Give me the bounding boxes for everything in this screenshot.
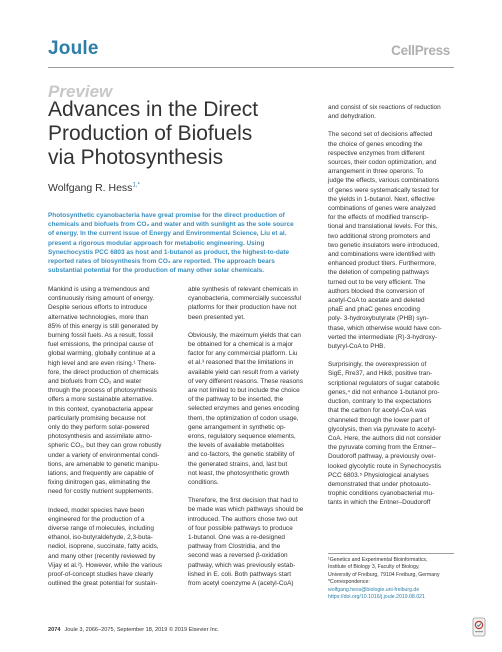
text-line: offers a more sustainable alternative. [48, 396, 154, 404]
text-line: second was a reversed β-oxidation [188, 552, 288, 560]
text-line: proof-of-concept studies have clearly [48, 571, 154, 579]
text-line: outlined the great potential for sustain- [48, 580, 158, 588]
paragraph [328, 130, 458, 351]
abstract [48, 211, 318, 275]
text-line: particularly promising because not [48, 414, 146, 422]
text-line: verted the intermediate (R)-3-hydroxy- [328, 333, 438, 341]
text-line: spheric CO₂, but they can grow robustly [48, 442, 162, 450]
text-line: genes,⁴ did not enhance 1-butanol pro- [328, 388, 440, 396]
article-title [48, 98, 318, 170]
check-for-updates-icon[interactable] [472, 617, 486, 637]
text-line: diverse range of molecules, including [48, 525, 154, 533]
text-line: sources, their codon optimization, and [328, 159, 437, 167]
text-line: be obtained for a chemical is a major [188, 341, 294, 349]
text-line: looked glycolytic route in Synechocystis [328, 462, 442, 470]
paragraph [188, 285, 318, 322]
text-line: judge the effects, various combinations [328, 177, 440, 185]
text-line: Mankind is using a tremendous and [48, 286, 150, 293]
text-line: platforms for their production have not [188, 304, 297, 312]
author-marks[interactable]: 1,* [132, 182, 140, 189]
text-line: through the process of photosynthesis [48, 387, 157, 395]
text-line: under a variety of environmental condi- [48, 451, 160, 459]
text-line: erons, regulatory sequence elements, [188, 433, 296, 441]
text-line: fore, the direct production of chemicals [48, 368, 159, 376]
text-line: introduced. The authors chose two out [188, 515, 298, 523]
text-line: fuel emissions, the principal cause of [48, 341, 154, 349]
text-line: butyryl-CoA to PHB. [328, 343, 386, 351]
text-line: tional and translational levels. For this, [328, 223, 438, 231]
text-line: PCC 6803.⁵ Physiological analyses [328, 471, 429, 479]
journal-name: Joule [48, 38, 99, 59]
paragraph [328, 103, 458, 121]
affiliation-line: Institute of Biology 3, Faculty of Biology, [328, 564, 420, 571]
text-line: burning fossil fuels. As a result, fossil [48, 332, 154, 340]
text-line: duction, contrary to the expectations [328, 398, 432, 406]
text-line: photosynthesis and assimilate atmo- [48, 433, 153, 441]
text-line: trophic conditions cyanobacterial mu- [328, 490, 435, 498]
text-line: from acetyl coenzyme A (acetyl-CoA) [188, 580, 294, 588]
text-line: the choice of genes encoding the [328, 140, 423, 148]
paragraph [188, 331, 318, 487]
page-footer [48, 627, 219, 633]
publisher-logo: CellPress [391, 43, 450, 58]
paragraph-gap [188, 322, 318, 331]
text-line: 85% of this energy is still generated by [48, 322, 159, 330]
abstract-line: chemicals and biofuels from CO₂ and water and with sunlight as the sole source [48, 221, 294, 229]
doi-link[interactable]: https://doi.org/10.1016/j.joule.2019.08.021 [328, 594, 425, 601]
text-line: tions, are amenable to genetic manipu- [48, 460, 160, 468]
paragraph-gap [328, 121, 458, 130]
body-column-1 [48, 285, 178, 589]
text-line: scriptional regulators of sugar catabolic [328, 379, 440, 387]
text-line: not least, the photosynthetic growth [188, 469, 290, 477]
text-line: phaE and phaC genes encoding [328, 306, 420, 314]
paragraph-gap [188, 487, 318, 496]
paragraph [188, 496, 318, 588]
text-line: lished in E. coli. Both pathways start [188, 570, 292, 578]
text-line: turned out to be very efficient. The [328, 278, 426, 286]
text-line: In this context, cyanobacteria appear [48, 405, 154, 413]
page-number: 2074 [48, 627, 61, 633]
body-column-2 [188, 285, 318, 588]
text-line: that the carbon for acetyl-CoA was [328, 407, 427, 415]
text-line: global warming, globally continue at a [48, 350, 156, 358]
text-line: of very different reasons. These reasons [188, 377, 303, 385]
text-line: two additional strong promoters and [328, 232, 431, 240]
text-line: Surprisingly, the overexpression of [328, 361, 427, 369]
paragraph [48, 506, 178, 589]
text-line: and consist of six reactions of reduction [328, 104, 441, 111]
text-line: acetyl-CoA to acetate and deleted [328, 297, 425, 305]
text-line: Indeed, model species have been [48, 506, 145, 514]
text-line: 1-butanol. One was a re-designed [188, 534, 285, 542]
text-line: of four possible pathways to produce [188, 524, 293, 532]
abstract-line: Synechocystis PCC 6803 as host and 1-butanol as product, the highest-to-date [48, 248, 290, 256]
text-line: factor for any commercial platform. Liu [188, 350, 298, 358]
affiliation-line: University of Freiburg, 79104 Freiburg, Germany [328, 571, 440, 578]
text-line: arrangement in three operons. To [328, 168, 424, 176]
text-line: and dehydration. [328, 113, 376, 121]
text-line: the pyruvate coming from the Entner– [328, 444, 436, 452]
body-column-3 [328, 103, 458, 508]
abstract-line: reported rates of biosynthesis from CO₂ are reported. The approach bears [48, 258, 275, 266]
title-line: Advances in the Direct [48, 98, 259, 121]
text-line: pathway from Clostridia, and the [188, 543, 281, 551]
text-line: channeled through the lower part of [328, 416, 430, 424]
header-rule [48, 67, 454, 68]
text-line: Therefore, the first decision that had to [188, 497, 299, 505]
journal-citation: Joule 3, 2066–2075, September 18, 2019 © 2019 Elsevier Inc. [64, 627, 220, 633]
text-line: CoA. Here, the authors did not consider [328, 434, 442, 442]
footnote-rule [328, 553, 454, 554]
abstract-line: of energy. In the current issue of Energy and Environmental Science, Liu et al. [48, 230, 287, 238]
title-line: Production of Biofuels [48, 122, 253, 145]
text-line: for the effects of modified transcrip- [328, 214, 429, 222]
text-line: Doudoroff pathway, a previously over- [328, 453, 436, 461]
text-line: conditions. [188, 479, 219, 487]
text-line: the generated strains, and, last but [188, 460, 288, 468]
correspondence-label: *Correspondence: [328, 579, 370, 586]
article-type-label: Preview [48, 82, 113, 101]
text-line: need for costly nutrient supplements. [48, 488, 154, 496]
text-line: be made was which pathways should be [188, 506, 304, 514]
text-line: able synthesis of relevant chemicals in [188, 286, 298, 293]
text-line: high level and are even rising.¹ There- [48, 359, 157, 367]
text-line: tants in which the Entner–Doudoroff [328, 499, 431, 507]
text-line: demonstrated that under photoauto- [328, 480, 431, 488]
text-line: two genetic insulators were introduced, [328, 241, 440, 249]
text-line: the yields in 1-butanol. Next, effective [328, 195, 435, 203]
author-name: Wolfgang R. Hess [48, 182, 133, 194]
text-line: poly- 3-hydroxybutyrate (PHB) syn- [328, 315, 429, 323]
paragraph-gap [328, 351, 458, 360]
text-line: fixing dinitrogen gas, eliminating the [48, 479, 151, 487]
abstract-line: present a rigorous modular approach for metabolic engineering. Using [48, 239, 265, 247]
text-line: are not limited to but include the choice [188, 387, 300, 395]
text-line: SigE, Rre37, and Hik8, positive tran- [328, 370, 433, 378]
text-line: The second set of decisions affected [328, 131, 433, 139]
text-line: and combinations were identified with [328, 251, 435, 259]
text-line: glycolysis, then via pyruvate to acetyl- [328, 425, 437, 433]
paragraph [48, 285, 178, 497]
text-line: of genes were systematically tested for [328, 186, 439, 194]
paragraph-gap [48, 497, 178, 506]
text-line: available yield can result from a variety [188, 368, 299, 376]
text-line: cyanobacteria, commercially successful [188, 295, 302, 303]
text-line: continuously rising amount of energy. [48, 295, 155, 303]
text-line: of the pathway to be inserted, the [188, 396, 284, 404]
author-line [48, 182, 140, 194]
title-line: via Photosynthesis [48, 146, 224, 169]
text-line: Obviously, the maximum yields that can [188, 331, 301, 339]
text-line: respective enzymes from different [328, 149, 425, 157]
text-line: and many other (recently reviewed by [48, 552, 156, 560]
text-line: ethanol, iso-butyraldehyde, 2,3-buta- [48, 534, 153, 542]
text-line: them, the optimization of codon usage, [188, 414, 299, 422]
text-line: the deletion of competing pathways [328, 269, 429, 277]
text-line: pathway, which was previously estab- [188, 561, 296, 569]
text-line: combinations of genes were analyzed [328, 205, 436, 213]
text-line: Despite serious efforts to introduce [48, 304, 148, 312]
text-line: only do they perform solar-powered [48, 424, 150, 432]
text-line: and biofuels from CO₂ and water [48, 378, 142, 386]
text-line: been presented yet. [188, 313, 245, 321]
text-line: authors blocked the conversion of [328, 287, 425, 295]
text-line: gene arrangement in synthetic op- [188, 423, 286, 431]
text-line: nediol, isoprene, succinate, fatty acids, [48, 543, 159, 551]
text-line: Vijay et al.²). However, while the various [48, 561, 163, 569]
text-line: alternative technologies, more than [48, 313, 149, 321]
text-line: the levels of available metabolites [188, 442, 285, 450]
abstract-line: substantial potential for the production of many other solar chemicals. [48, 267, 265, 275]
text-line: et al.³ reasoned that the limitations in [188, 359, 294, 367]
text-line: enhanced product titers. Furthermore, [328, 260, 437, 268]
text-line: thase, which otherwise would have con- [328, 324, 442, 332]
text-line: engineered for the production of a [48, 515, 145, 523]
correspondence-email-link[interactable]: wolfgang.hess@biologie.uni-freiburg.de [328, 586, 420, 593]
footnotes [328, 557, 458, 601]
affiliation-line: ¹Genetics and Experimental Bioinformatics, [328, 557, 428, 563]
text-line: lations, and frequently are capable of [48, 470, 154, 478]
text-line: selected enzymes and genes encoding [188, 405, 300, 413]
text-line: and co-factors, the genetic stability of [188, 451, 295, 459]
abstract-line: Photosynthetic cyanobacteria have great promise for the direct production of [48, 212, 285, 219]
paragraph [328, 360, 458, 507]
